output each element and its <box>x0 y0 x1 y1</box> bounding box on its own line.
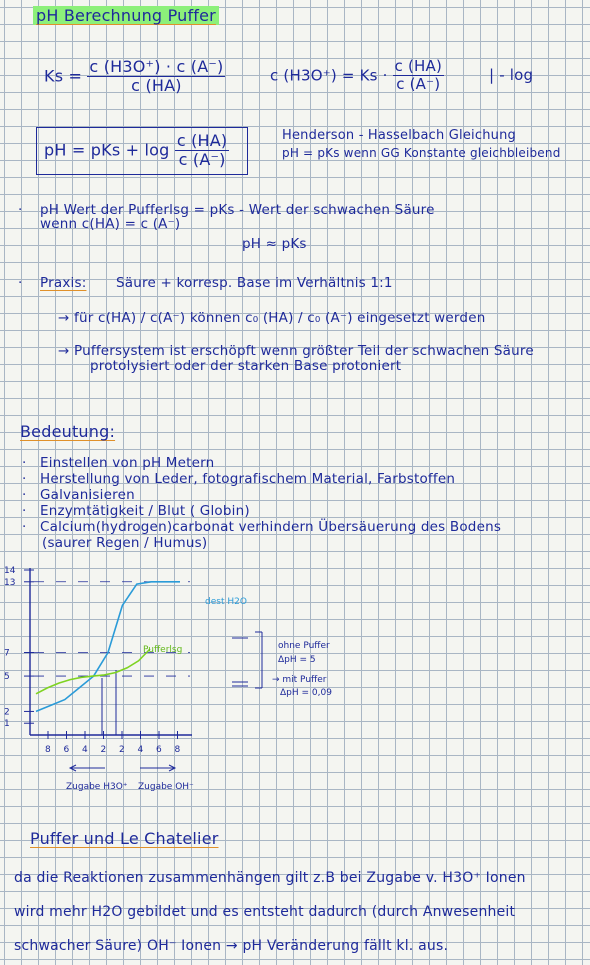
series-line-buffer <box>36 649 150 694</box>
equation-ks-fraction <box>87 58 225 96</box>
bullet: · <box>18 202 23 218</box>
x-tick-label: 4 <box>82 745 88 755</box>
hh-equation-lhs: pH = pKs + log <box>44 140 170 160</box>
hh-equation-fraction <box>175 132 230 170</box>
series-label-water: dest H2O <box>205 597 247 607</box>
le-chatelier-line3: schwacher Säure) OH⁻ Ionen → pH Veränderung fällt kl. aus. <box>14 938 449 954</box>
x-label-left: Zugabe H3O⁺ <box>66 782 128 792</box>
hh-name: Henderson - Hasselbach Gleichung <box>282 128 516 143</box>
bedeutung-list <box>22 455 501 551</box>
equation-h3o-operation: | - log <box>488 66 534 85</box>
praxis-label-text: Praxis: <box>40 275 87 291</box>
point1-line2: wenn c(HA) = c (A⁻) <box>40 216 181 232</box>
point1-line3: pH ≈ pKs <box>242 236 307 252</box>
praxis-arrow2-line2: protolysiert oder der starken Base protoniert <box>90 358 402 374</box>
equation-h3o <box>270 58 533 94</box>
bedeutung-heading <box>20 422 115 441</box>
annotation-mit: → mit Puffer <box>272 675 327 685</box>
y-tick-label: 5 <box>4 672 10 683</box>
list-item: (saurer Regen / Humus) <box>42 535 208 551</box>
y-tick-label: 1 <box>4 719 10 730</box>
le-chatelier-line2: wird mehr H2O gebildet und es entsteht dadurch (durch Anwesenheit <box>14 904 516 920</box>
bedeutung-heading-text: Bedeutung: <box>20 422 116 441</box>
equation-ks-numerator: c (H3O⁺) · c (A⁻) <box>89 57 224 76</box>
annotation-ohne: ohne Puffer <box>278 641 330 651</box>
equation-h3o-numerator: c (HA) <box>394 57 443 75</box>
praxis-arrow2-line1: → Puffersystem ist erschöpft wenn größter Teil der schwachen Säure <box>58 343 534 359</box>
y-tick-label: 14 <box>4 566 16 576</box>
equation-ks <box>44 58 225 96</box>
annotation-ohne-value: ΔpH = 5 <box>278 655 316 665</box>
point1-line1: pH Wert der Pufferlsg = pKs - Wert der schwachen Säure <box>40 202 435 218</box>
list-item: · Enzymtätigkeit / Blut ( Globin) <box>22 503 250 519</box>
x-tick-label: 4 <box>137 745 144 755</box>
list-item: · Galvanisieren <box>22 487 135 503</box>
x-tick-label: 6 <box>63 745 70 755</box>
le-chatelier-heading <box>30 829 219 848</box>
list-item: · Calcium(hydrogen)carbonat verhindern Übersäuerung des Bodens <box>22 519 502 535</box>
hh-note: pH = pKs wenn GG Konstante gleichbleibend <box>282 146 561 160</box>
equation-h3o-ks: Ks · <box>359 66 388 85</box>
equation-ks-denominator: c (HA) <box>131 76 182 96</box>
y-tick-label: 2 <box>4 707 10 718</box>
equation-h3o-lhs: c (H3O⁺) = <box>270 66 355 85</box>
x-tick-label: 2 <box>100 745 107 755</box>
x-tick-label: 8 <box>45 745 51 755</box>
praxis-label <box>40 275 86 291</box>
hh-equation <box>44 132 229 170</box>
y-tick-label: 13 <box>4 577 16 588</box>
le-chatelier-heading-text: Puffer und Le Chatelier <box>30 829 219 848</box>
equation-ks-lhs: Ks = <box>44 66 83 86</box>
annotation-mit-value: ΔpH = 0,09 <box>280 688 332 698</box>
y-tick-label: 7 <box>4 648 10 659</box>
bullet: · <box>18 275 23 291</box>
x-tick-label: 2 <box>119 745 125 755</box>
list-item: · Herstellung von Leder, fotografischem Material, Farbstoffen <box>22 471 456 487</box>
le-chatelier-line1: da die Reaktionen zusammenhängen gilt z.B bei Zugabe v. H3O⁺ Ionen <box>14 870 526 886</box>
x-label-right: Zugabe OH⁻ <box>138 782 194 792</box>
hh-equation-denominator: c (A⁻) <box>178 150 226 170</box>
series-label-buffer: Pufferlsg <box>143 645 183 655</box>
equation-h3o-denominator: c (A⁻) <box>396 75 441 94</box>
hh-equation-numerator: c (HA) <box>176 131 228 150</box>
praxis-text: Säure + korresp. Base im Verhältnis 1:1 <box>116 275 393 291</box>
list-item: · Einstellen von pH Metern <box>22 455 215 471</box>
page-title <box>33 6 219 25</box>
equation-h3o-fraction <box>393 58 444 94</box>
x-tick-label: 6 <box>156 745 162 755</box>
page-title-text: pH Berechnung Puffer <box>33 6 219 25</box>
x-tick-label: 8 <box>174 745 181 755</box>
praxis-arrow1: → für c(HA) / c(A⁻) können c₀ (HA) / c₀ (A⁻) eingesetzt werden <box>58 310 486 326</box>
